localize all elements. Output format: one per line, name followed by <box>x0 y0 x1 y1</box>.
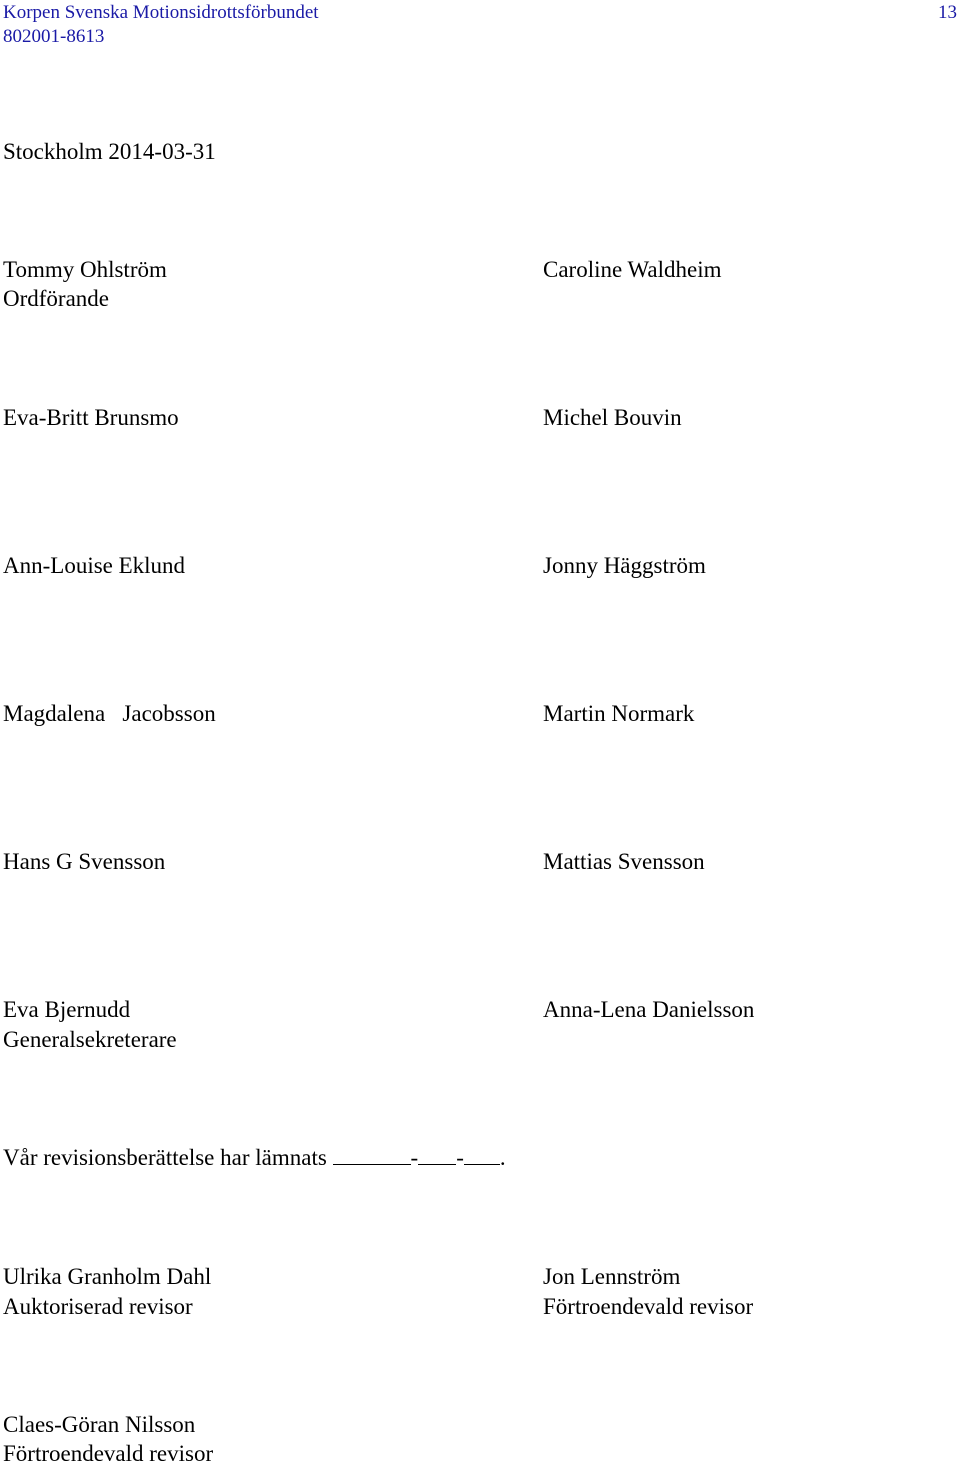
auditor-role: Förtroendevald revisor <box>543 1294 754 1319</box>
date-separator: - <box>410 1145 419 1170</box>
signatory-name: Magdalena Jacobsson <box>3 701 216 726</box>
signatory-name: Jonny Häggström <box>543 553 706 578</box>
signatory-name: Mattias Svensson <box>543 849 705 874</box>
statement-end-mark: . <box>499 1145 506 1170</box>
signatory-name: Martin Normark <box>543 701 695 726</box>
signatory-name: Ann-Louise Eklund <box>3 553 186 578</box>
organization-number: 802001-8613 <box>3 26 105 47</box>
signatory-name: Tommy Ohlström <box>3 257 167 282</box>
auditor-role: Förtroendevald revisor <box>3 1441 214 1466</box>
signatory-name: Hans G Svensson <box>3 849 166 874</box>
signatory-name: Caroline Waldheim <box>543 257 722 282</box>
auditor-name: Claes-Göran Nilsson <box>3 1412 196 1437</box>
audit-statement-text: Vår revisionsberättelse har lämnats <box>3 1145 327 1170</box>
organization-name: Korpen Svenska Motionsidrottsförbundet <box>3 2 319 23</box>
auditor-role: Auktoriserad revisor <box>3 1294 193 1319</box>
page-number: 13 <box>938 2 957 23</box>
date-separator: - <box>456 1145 464 1170</box>
signatory-role: Generalsekreterare <box>3 1027 177 1052</box>
signatory-name: Anna-Lena Danielsson <box>543 997 755 1022</box>
date-blank-day[interactable] <box>464 1144 500 1165</box>
date-blank-month[interactable] <box>418 1144 456 1165</box>
place-date: Stockholm 2014-03-31 <box>3 139 216 164</box>
signatory-name: Michel Bouvin <box>543 405 682 430</box>
auditor-name: Ulrika Granholm Dahl <box>3 1264 212 1289</box>
date-blank-year[interactable] <box>333 1144 411 1165</box>
auditor-name: Jon Lennström <box>543 1264 681 1289</box>
audit-statement <box>3 1143 506 1173</box>
signatory-role: Ordförande <box>3 286 110 311</box>
signatory-name: Eva Bjernudd <box>3 997 131 1022</box>
signatory-name: Eva-Britt Brunsmo <box>3 405 179 430</box>
